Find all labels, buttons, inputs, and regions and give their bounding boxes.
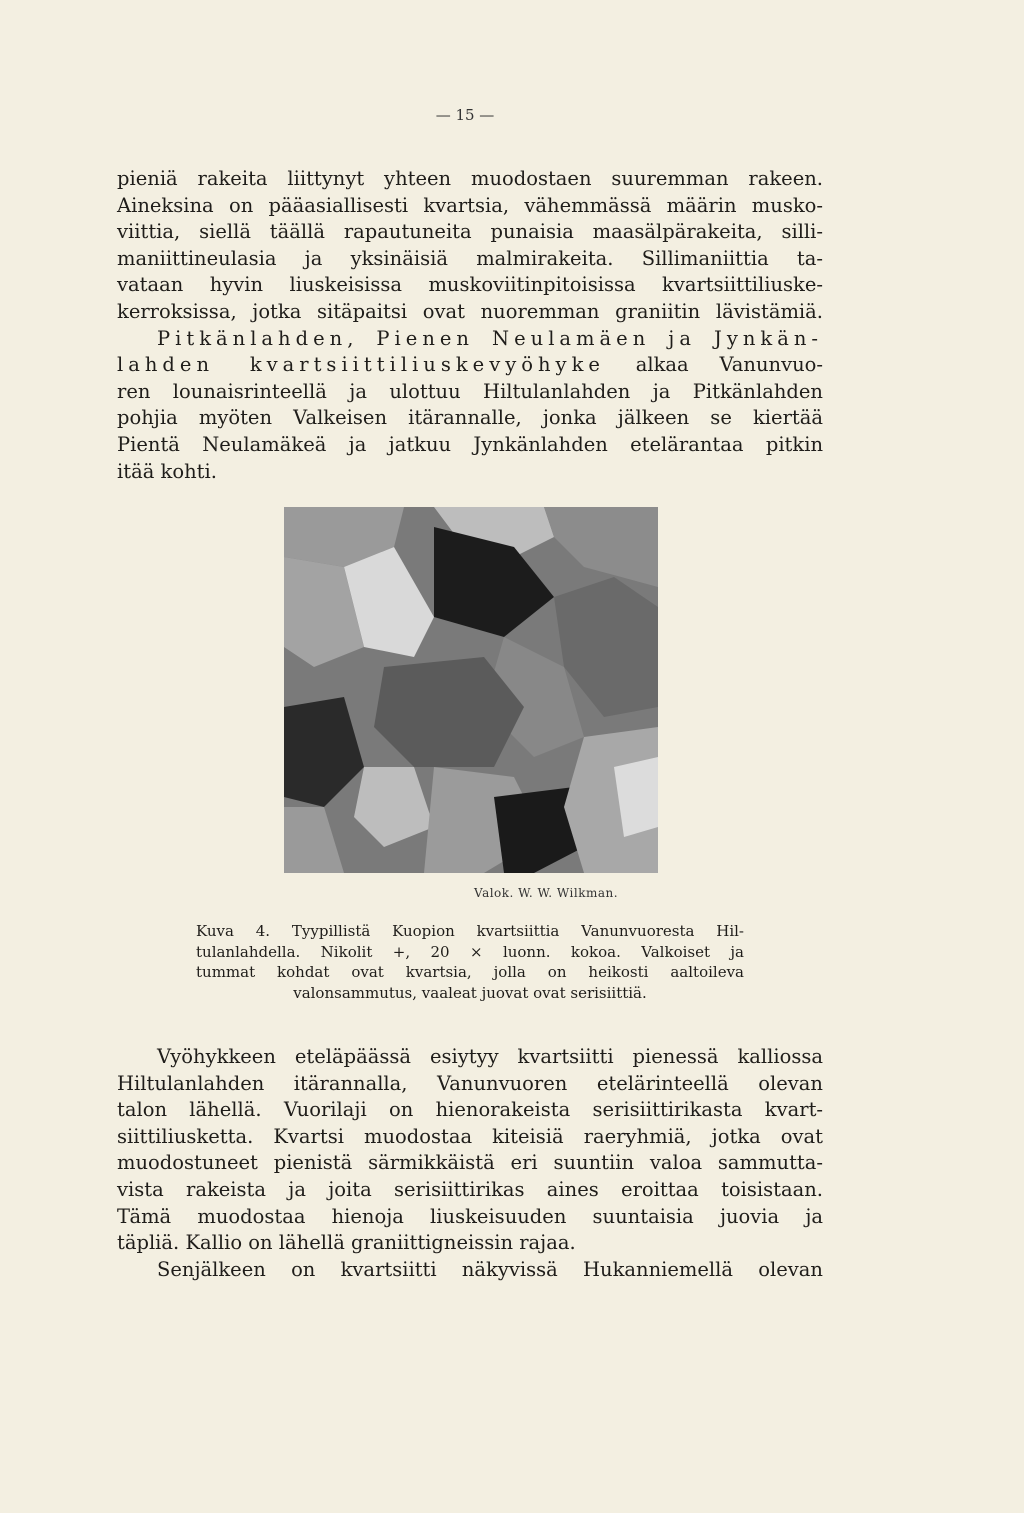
figure-caption (196, 921, 744, 1003)
text-line: ren lounaisrinteellä ja ulottuu Hiltulanlahden ja Pitkänlahden (117, 379, 823, 403)
text-line: vataan hyvin liuskeisissa muskoviitinpitoisissa kvartsiittiliuske- (117, 273, 823, 297)
text-line: vista rakeista ja joita serisiittirikas aines eroittaa toisistaan. (117, 1177, 823, 1201)
text-line: Vyöhykkeen eteläpäässä esiytyy kvartsiitti pienessä kalliossa (157, 1045, 823, 1068)
text-line: kerroksissa, jotka sitäpaitsi ovat nuoremman graniitin lävistämiä. (117, 299, 823, 323)
text-line: maniittineulasia ja yksinäisiä malmirakeita. Sillimaniittia ta- (117, 246, 823, 270)
text-line-spaced: Pitkänlahden, Pienen Neulamäen ja Jynkän- (157, 326, 823, 350)
text-line: siittiliusketta. Kvartsi muodostaa kiteisiä raeryhmiä, jotka ovat (117, 1124, 823, 1148)
text-line: Aineksina on pääasiallisesti kvartsia, vähemmässä määrin musko- (117, 193, 823, 217)
micrograph-image (284, 507, 658, 873)
text-line: Tämä muodostaa hienoja liuskeisuuden suuntaisia juovia ja (117, 1204, 823, 1228)
text-line: Pientä Neulamäkeä ja jatkuu Jynkänlahden etelärantaa pitkin (117, 432, 823, 456)
text-line: Senjälkeen on kvartsiitti näkyvissä Hukanniemellä olevan (157, 1257, 823, 1281)
text-line: viittia, siellä täällä rapautuneita punaisia maasälpärakeita, silli- (117, 220, 823, 244)
text-line-mixed (117, 352, 823, 379)
text-line: pieniä rakeita liittynyt yhteen muodostaen suuremman rakeen. (117, 167, 823, 190)
body-text-top (117, 166, 823, 485)
text-line: pohjia myöten Valkeisen itärannalle, jonka jälkeen se kiertää (117, 406, 823, 430)
spaced-phrase: lahden kvartsiittiliuskevyöhyke (117, 353, 605, 377)
caption-line: tummat kohdat ovat kvartsia, jolla on heikosti aaltoileva (196, 963, 744, 982)
photo-credit: Valok. W. W. Wilkman. (474, 886, 619, 900)
caption-line: valonsammutus, vaaleat juovat ovat serisiittiä. (293, 983, 647, 1002)
text-line: talon lähellä. Vuorilaji on hienorakeista serisiittirikasta kvart- (117, 1098, 823, 1122)
text-line: muodostuneet pienistä särmikkäistä eri suuntiin valoa sammutta- (117, 1151, 823, 1175)
text-line: Hiltulanlahden itärannalla, Vanunvuoren etelärinteellä olevan (117, 1071, 823, 1095)
text-line: itää kohti. (117, 459, 217, 483)
body-text-bottom (117, 1044, 823, 1283)
micrograph-figure (284, 507, 658, 873)
caption-line: tulanlahdella. Nikolit +, 20 × luonn. kokoa. Valkoiset ja (196, 942, 744, 961)
text-line: täpliä. Kallio on lähellä graniittigneissin rajaa. (117, 1231, 576, 1255)
line-continuation: alkaa Vanunvuo- (604, 353, 824, 377)
caption-line: Kuva 4. Tyypillistä Kuopion kvartsiittia Vanunvuoresta Hil- (196, 922, 744, 940)
page-number: — 15 — (435, 106, 495, 124)
